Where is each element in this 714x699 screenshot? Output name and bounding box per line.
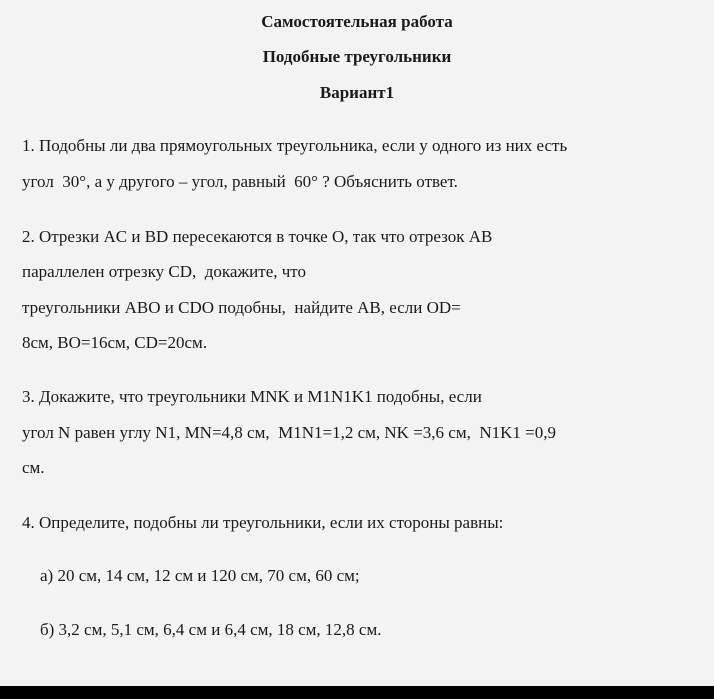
task-line: 1. Подобны ли два прямоугольных треугольника, если у одного из них есть [22, 136, 568, 155]
task-line: угол N равен углу N1, MN=4,8 см, M1N1=1,2 см, NK =3,6 см, N1K1 =0,9 [22, 423, 556, 442]
task-line: 4. Определите, подобны ли треугольники, если их стороны равны: [22, 513, 504, 532]
task-line: 2. Отрезки AC и BD пересекаются в точке O, так что отрезок AB [22, 227, 493, 246]
task-line: см. [22, 458, 45, 477]
worksheet-topic: Подобные треугольники [262, 47, 452, 66]
worksheet-variant: Вариант1 [319, 83, 395, 102]
task-line: 8см, BO=16см, CD=20см. [22, 333, 208, 352]
task-line: 3. Докажите, что треугольники MNK и M1N1K1 подобны, если [22, 387, 482, 406]
task-line: угол 30°, а у другого – угол, равный 60° ? Объяснить ответ. [22, 172, 458, 191]
worksheet-title: Самостоятельная работа [261, 12, 453, 31]
task-option-a: а) 20 см, 14 см, 12 см и 120 см, 70 см, 60 см; [40, 566, 360, 585]
task-line: треугольники ABO и CDO подобны, найдите AB, если OD= [22, 298, 461, 317]
task-line: параллелен отрезку CD, докажите, что [22, 262, 307, 281]
task-option-b: б) 3,2 см, 5,1 см, 6,4 см и 6,4 см, 18 см, 12,8 см. [40, 620, 382, 639]
